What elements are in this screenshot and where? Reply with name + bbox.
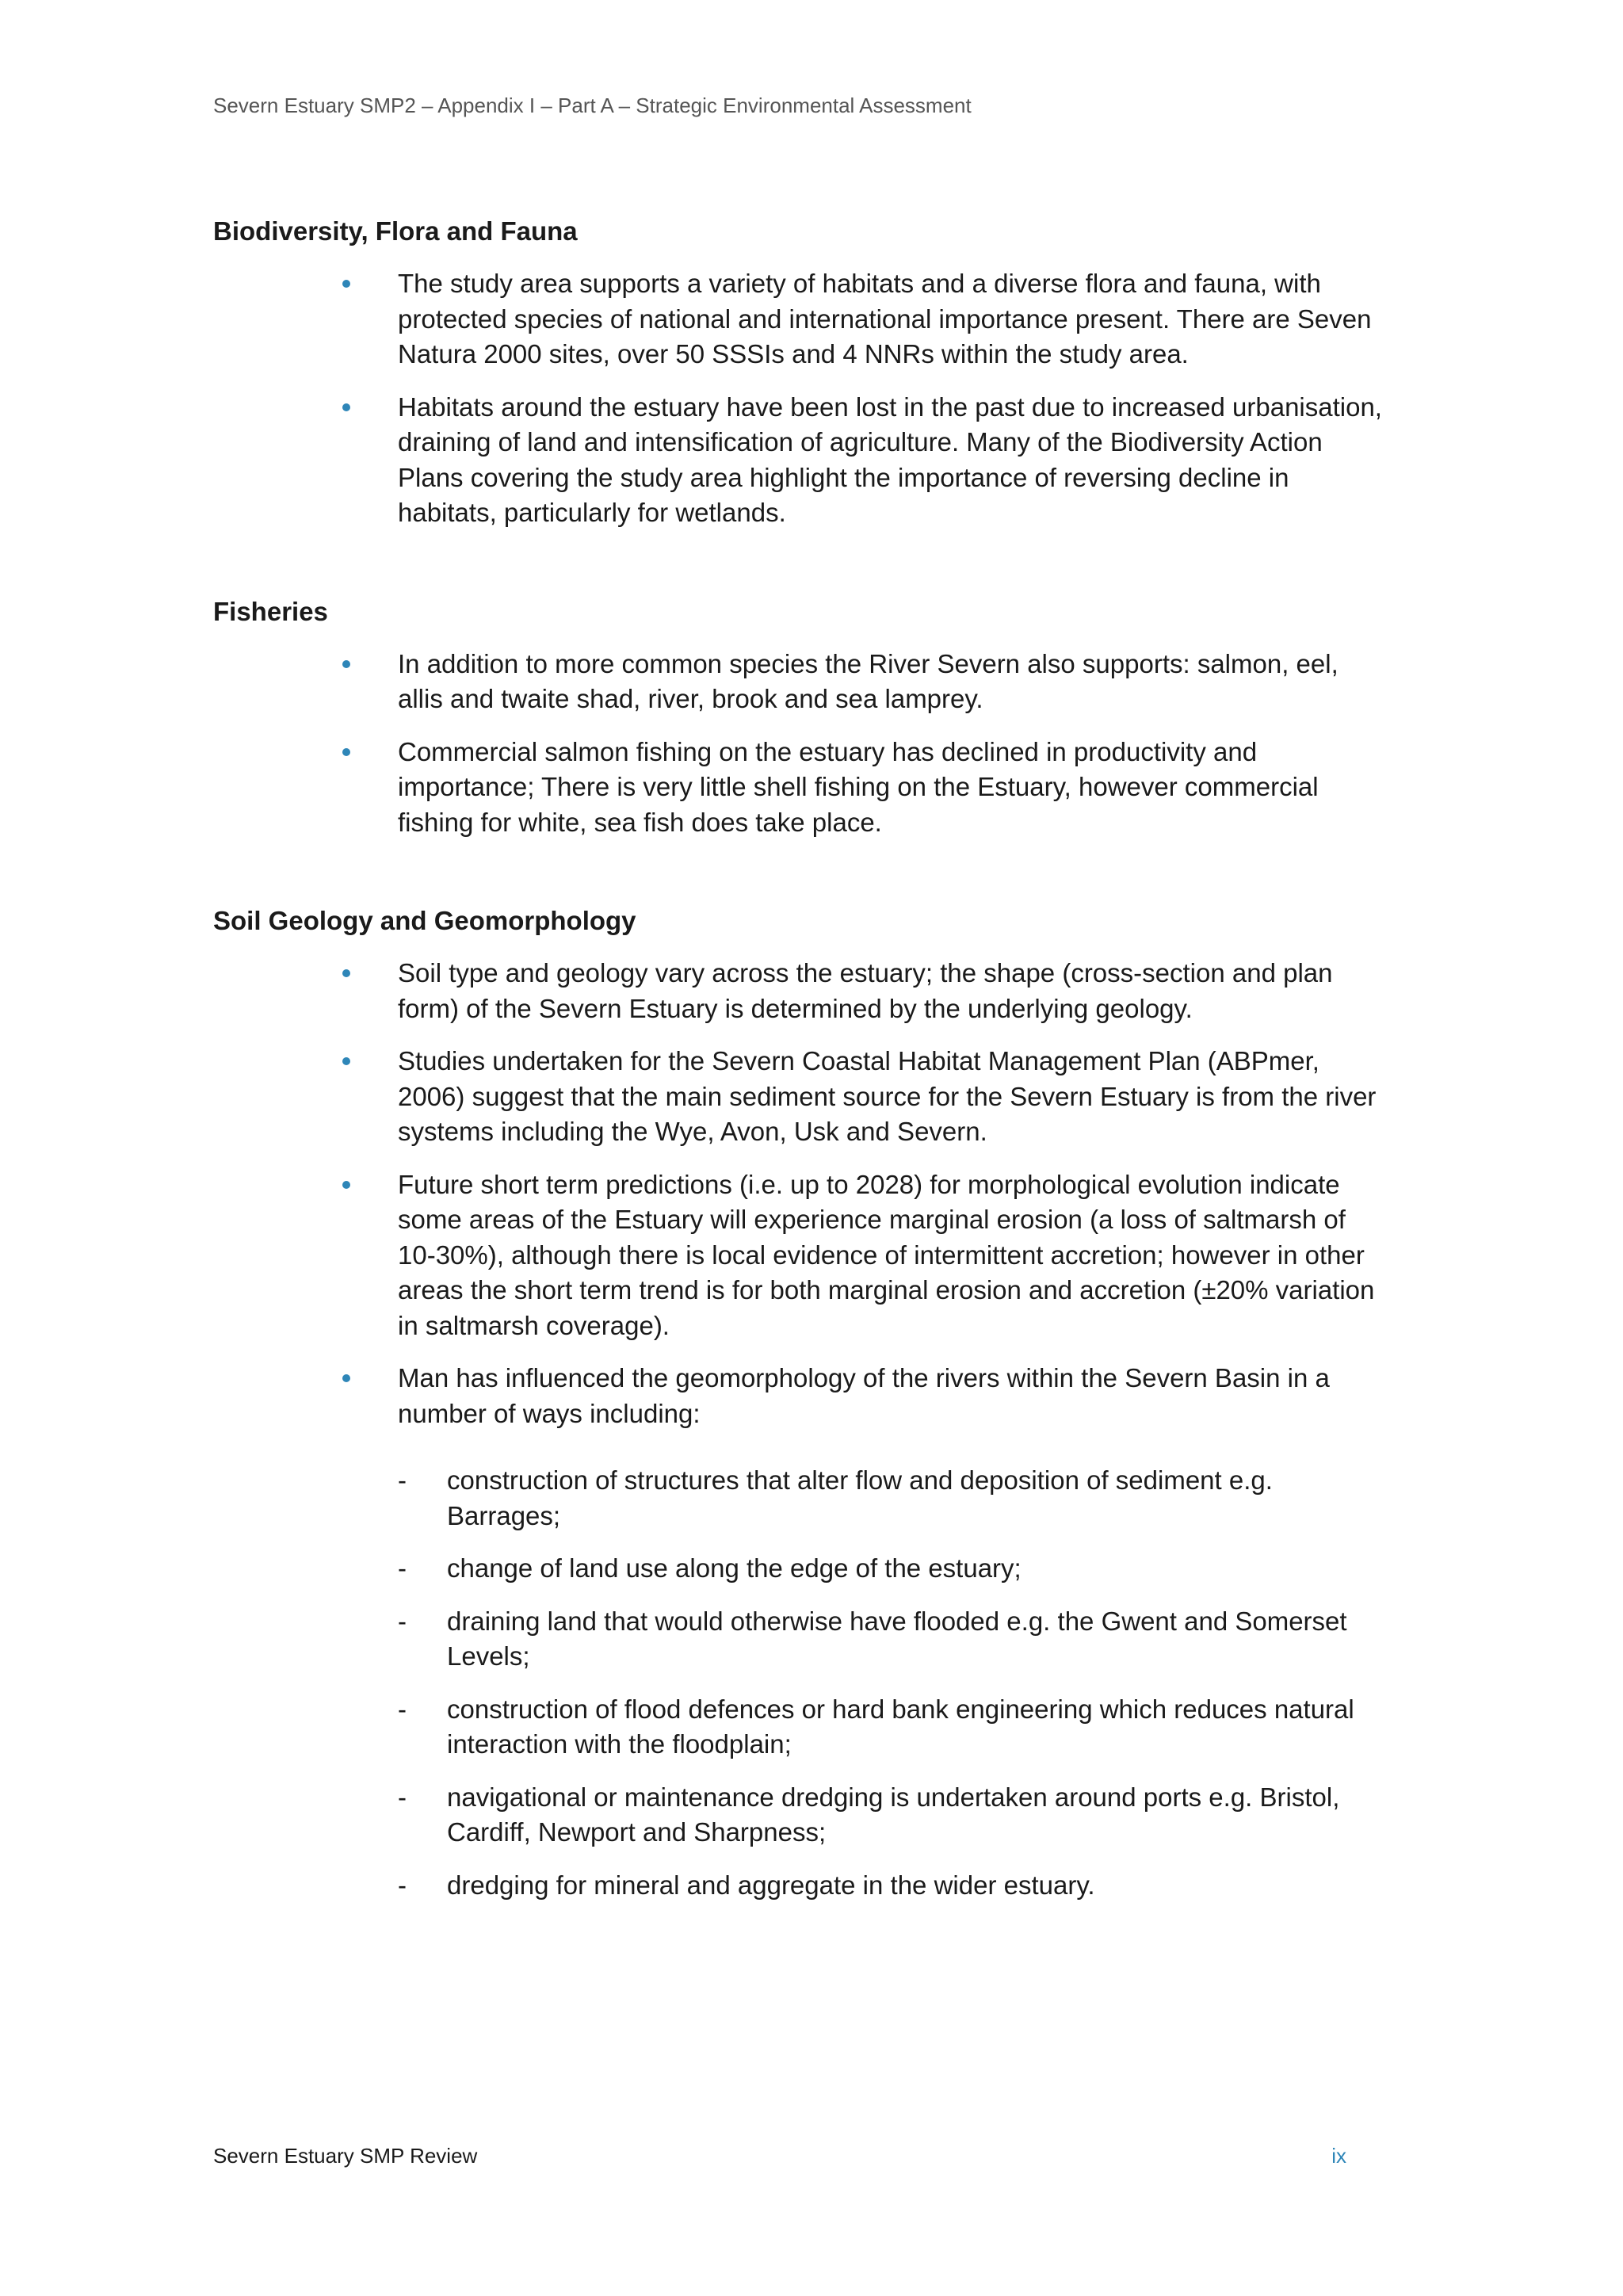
document-body xyxy=(213,214,1386,1966)
section-soil-geology xyxy=(213,904,1386,1903)
bullet-item xyxy=(213,390,1386,531)
bullet-icon xyxy=(342,1181,350,1189)
bullet-text: Man has influenced the geomorphology of the rivers within the Severn Basin in a number of ways including: xyxy=(398,1363,1330,1428)
bullet-icon xyxy=(342,969,350,977)
bullet-item xyxy=(213,735,1386,841)
bullet-item xyxy=(213,956,1386,1026)
bullet-text: Future short term predictions (i.e. up to 2028) for morphological evolution indicate some areas of the Estuary will experience marginal erosion (a loss of saltmarsh of 10-30%), although there is local evidence of intermittent accretion; however in other areas the short term trend is for both marginal erosion and accretion (±20% variation in saltmarsh coverage). xyxy=(398,1169,1375,1340)
dash-text: dredging for mineral and aggregate in the wider estuary. xyxy=(447,1870,1095,1900)
bullet-icon xyxy=(342,660,350,668)
bullet-list xyxy=(213,647,1386,841)
dash-item xyxy=(213,1692,1386,1763)
bullet-text: Studies undertaken for the Severn Coastal Habitat Management Plan (ABPmer, 2006) suggest that the main sediment source for the Severn Estuary is from the river systems including the Wye, Avon, Usk and Severn. xyxy=(398,1046,1377,1146)
bullet-item xyxy=(213,266,1386,372)
dash-item xyxy=(213,1780,1386,1851)
bullet-text: Habitats around the estuary have been lost in the past due to increased urbanisation, draining of land and intensification of agriculture. Many of the Biodiversity Action Plans covering the study area highlight the importance of reversing decline in habitats, particularly for wetlands. xyxy=(398,392,1382,527)
section-fisheries xyxy=(213,594,1386,841)
section-biodiversity xyxy=(213,214,1386,531)
footer-title: Severn Estuary SMP Review xyxy=(213,2144,478,2168)
dash-icon: - xyxy=(398,1870,407,1900)
dash-item xyxy=(213,1604,1386,1675)
dash-item xyxy=(213,1463,1386,1534)
dash-icon: - xyxy=(398,1553,407,1583)
bullet-text: Soil type and geology vary across the estuary; the shape (cross-section and plan form) of the Severn Estuary is determined by the underlying geology. xyxy=(398,958,1333,1023)
bullet-icon xyxy=(342,1057,350,1065)
section-heading: Biodiversity, Flora and Fauna xyxy=(213,216,578,246)
dash-text: draining land that would otherwise have flooded e.g. the Gwent and Somerset Levels; xyxy=(447,1606,1347,1671)
bullet-icon xyxy=(342,403,350,411)
section-heading: Soil Geology and Geomorphology xyxy=(213,906,636,935)
bullet-list xyxy=(213,956,1386,1431)
bullet-icon xyxy=(342,1374,350,1382)
section-heading: Fisheries xyxy=(213,596,328,626)
bullet-icon xyxy=(342,748,350,756)
dash-text: navigational or maintenance dredging is undertaken around ports e.g. Bristol, Cardiff, Newport and Sharpness; xyxy=(447,1782,1340,1847)
bullet-item xyxy=(213,1044,1386,1150)
bullet-icon xyxy=(342,280,350,288)
dash-icon: - xyxy=(398,1782,407,1812)
dash-text: construction of flood defences or hard bank engineering which reduces natural interaction with the floodplain; xyxy=(447,1694,1354,1759)
dash-icon: - xyxy=(398,1606,407,1636)
dash-item xyxy=(213,1551,1386,1587)
bullet-text: The study area supports a variety of habitats and a diverse flora and fauna, with protected species of national and international importance present. There are Seven Natura 2000 sites, over 50 SSSIs and 4 NNRs within the study area. xyxy=(398,269,1372,369)
bullet-item xyxy=(213,647,1386,717)
bullet-text: Commercial salmon fishing on the estuary has declined in productivity and importance; There is very little shell fishing on the Estuary, however commercial fishing for white, sea fish does take place. xyxy=(398,736,1319,837)
dash-text: construction of structures that alter flow and deposition of sediment e.g. Barrages; xyxy=(447,1465,1273,1530)
dash-list xyxy=(213,1463,1386,1903)
dash-icon: - xyxy=(398,1465,407,1495)
dash-item xyxy=(213,1868,1386,1904)
bullet-text: In addition to more common species the River Severn also supports: salmon, eel, allis and twaite shad, river, brook and sea lamprey. xyxy=(398,648,1338,713)
page-header: Severn Estuary SMP2 – Appendix I – Part A – Strategic Environmental Assessment xyxy=(213,94,972,117)
dash-icon: - xyxy=(398,1694,407,1724)
bullet-list xyxy=(213,266,1386,531)
bullet-item xyxy=(213,1361,1386,1431)
bullet-item xyxy=(213,1167,1386,1344)
dash-text: change of land use along the edge of the estuary; xyxy=(447,1553,1022,1583)
page-number: ix xyxy=(1331,2144,1346,2168)
